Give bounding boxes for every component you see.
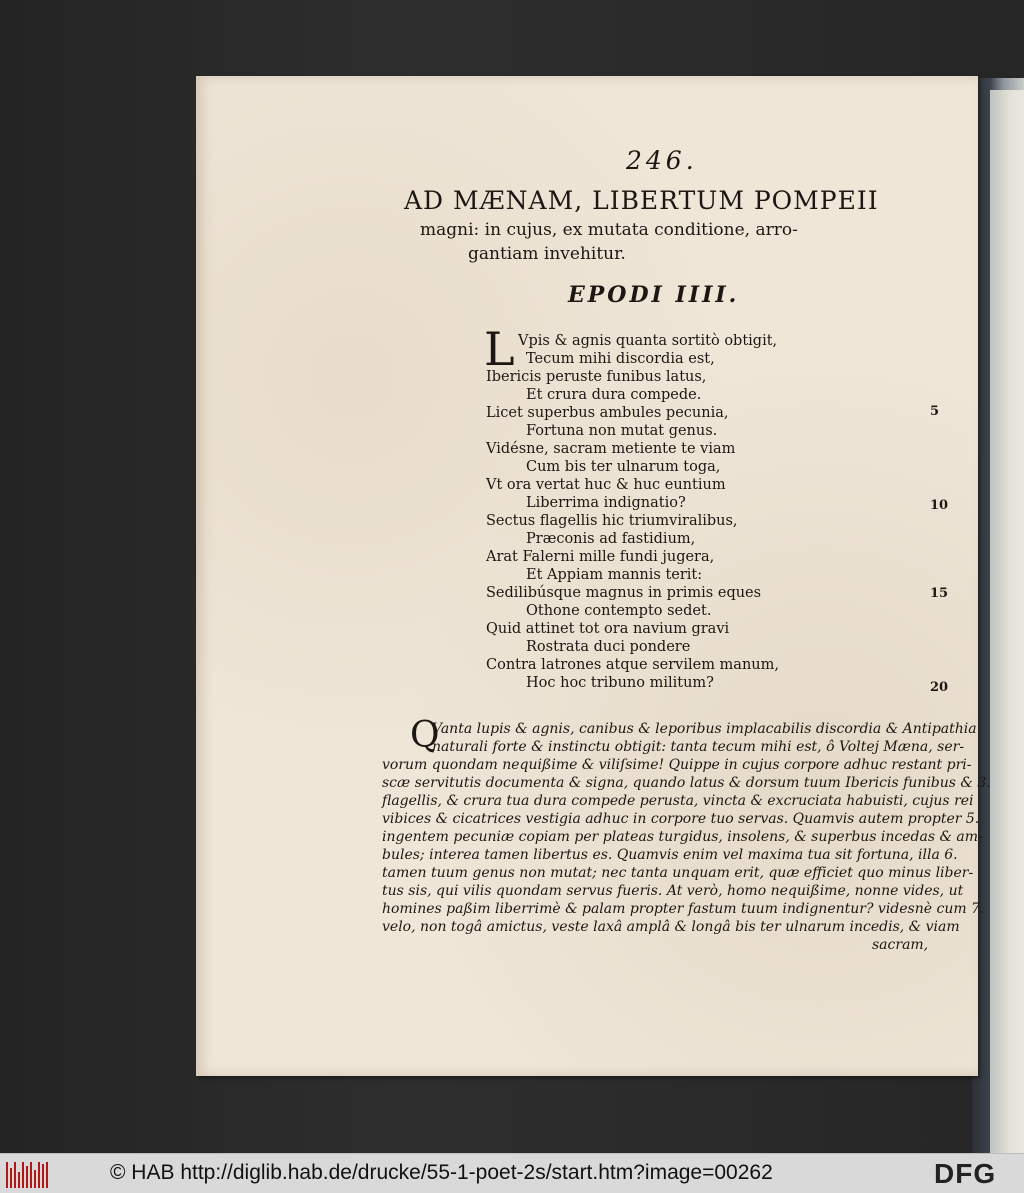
commentary-line: naturali forte & instinctu obtigit: tanta tecum mihi est, ô Voltej Mæna, ser- (432, 739, 965, 755)
commentary-line: flagellis, & crura tua dura compede perusta, vincta & excruciata habuisti, cujus rei (382, 793, 974, 809)
poem-line: Liberrima indignatio? (526, 495, 686, 511)
poem-line: Vidésne, sacram metiente te viam (486, 441, 736, 457)
poem-line: Vt ora vertat huc & huc euntium (486, 477, 726, 493)
poem-line: Rostrata duci pondere (526, 639, 691, 655)
poem-line: Ibericis peruste funibus latus, (486, 369, 707, 385)
drop-cap-l: L (484, 322, 515, 376)
poem-line: Vpis & agnis quanta sortitò obtigit, (518, 333, 778, 349)
commentary-line: Vanta lupis & agnis, canibus & leporibus implacabilis discordia & Antipathia (432, 721, 977, 737)
commentary-line: homines paßim liberrimè & palam propter fastum tuum indignentur? videsnè cum 7. (382, 901, 985, 917)
poem-line: Quid attinet tot ora navium gravi (486, 621, 730, 637)
line-number: 20 (930, 680, 949, 695)
commentary-line: vorum quondam nequißime & viliſsime! Quippe in cujus corpore adhuc restant pri- (382, 757, 972, 773)
poem-line: Tecum mihi discordia est, (526, 351, 715, 367)
page-number: 246. (626, 146, 698, 175)
commentary-line: sacram, (872, 937, 929, 953)
viewer-footer (0, 1153, 1024, 1193)
poem-line: Fortuna non mutat genus. (526, 423, 718, 439)
line-number: 5 (930, 404, 940, 419)
title-line-1: AD MÆNAM, LIBERTUM POMPEII (404, 186, 879, 215)
line-number: 15 (930, 586, 949, 601)
commentary-line: vibices & cicatrices vestigia adhuc in corpore tuo servas. Quamvis autem propter 5. (382, 811, 980, 827)
drop-cap-q: Q (410, 715, 440, 756)
commentary-line: tamen tuum genus non mutat; nec tanta unquam erit, quæ efficiet quo minus liber- (382, 865, 974, 881)
poem-line: Contra latrones atque servilem manum, (486, 657, 779, 673)
section-heading: EPODI IIII. (568, 282, 740, 308)
poem-line: Sedilibúsque magnus in primis eques (486, 585, 762, 601)
poem-line: Othone contempto sedet. (526, 603, 712, 619)
commentary-line: tus sis, qui vilis quondam servus fueris. At verò, homo nequißime, nonne vides, ut (382, 883, 964, 899)
poem-line: Et crura dura compede. (526, 387, 702, 403)
poem-line: Sectus flagellis hic triumviralibus, (486, 513, 738, 529)
title-line-3: gantiam invehitur. (468, 244, 626, 264)
poem-line: Arat Falerni mille fundi jugera, (486, 549, 715, 565)
copyright-url[interactable]: © HAB http://diglib.hab.de/drucke/55-1-poet-2s/start.htm?image=00262 (110, 1161, 773, 1184)
adjacent-page-paper (990, 90, 1024, 1153)
title-line-2: magni: in cujus, ex mutata conditione, arro- (420, 220, 798, 240)
dfg-logo: DFG (934, 1158, 997, 1189)
poem-line: Cum bis ter ulnarum toga, (526, 459, 721, 475)
poem-line: Hoc hoc tribuno militum? (526, 675, 714, 691)
commentary-line: ingentem pecuniæ copiam per plateas turgidus, insolens, & superbus incedas & am- (382, 829, 983, 845)
poem-line: Præconis ad fastidium, (526, 531, 696, 547)
poem-line: Et Appiam mannis terit: (526, 567, 703, 583)
commentary-line: scæ servitutis documenta & signa, quando latus & dorsum tuum Ibericis funibus & 3. (382, 775, 991, 791)
line-number: 10 (930, 498, 949, 513)
poem-line: Licet superbus ambules pecunia, (486, 405, 729, 421)
commentary-line: velo, non togâ amictus, veste laxâ amplâ & longâ bis ter ulnarum incedis, & viam (382, 919, 960, 935)
hab-logo-icon (6, 1160, 48, 1188)
book-page (196, 76, 991, 1076)
commentary-line: bules; interea tamen libertus es. Quamvis enim vel maxima tua sit fortuna, illa 6. (382, 847, 958, 863)
